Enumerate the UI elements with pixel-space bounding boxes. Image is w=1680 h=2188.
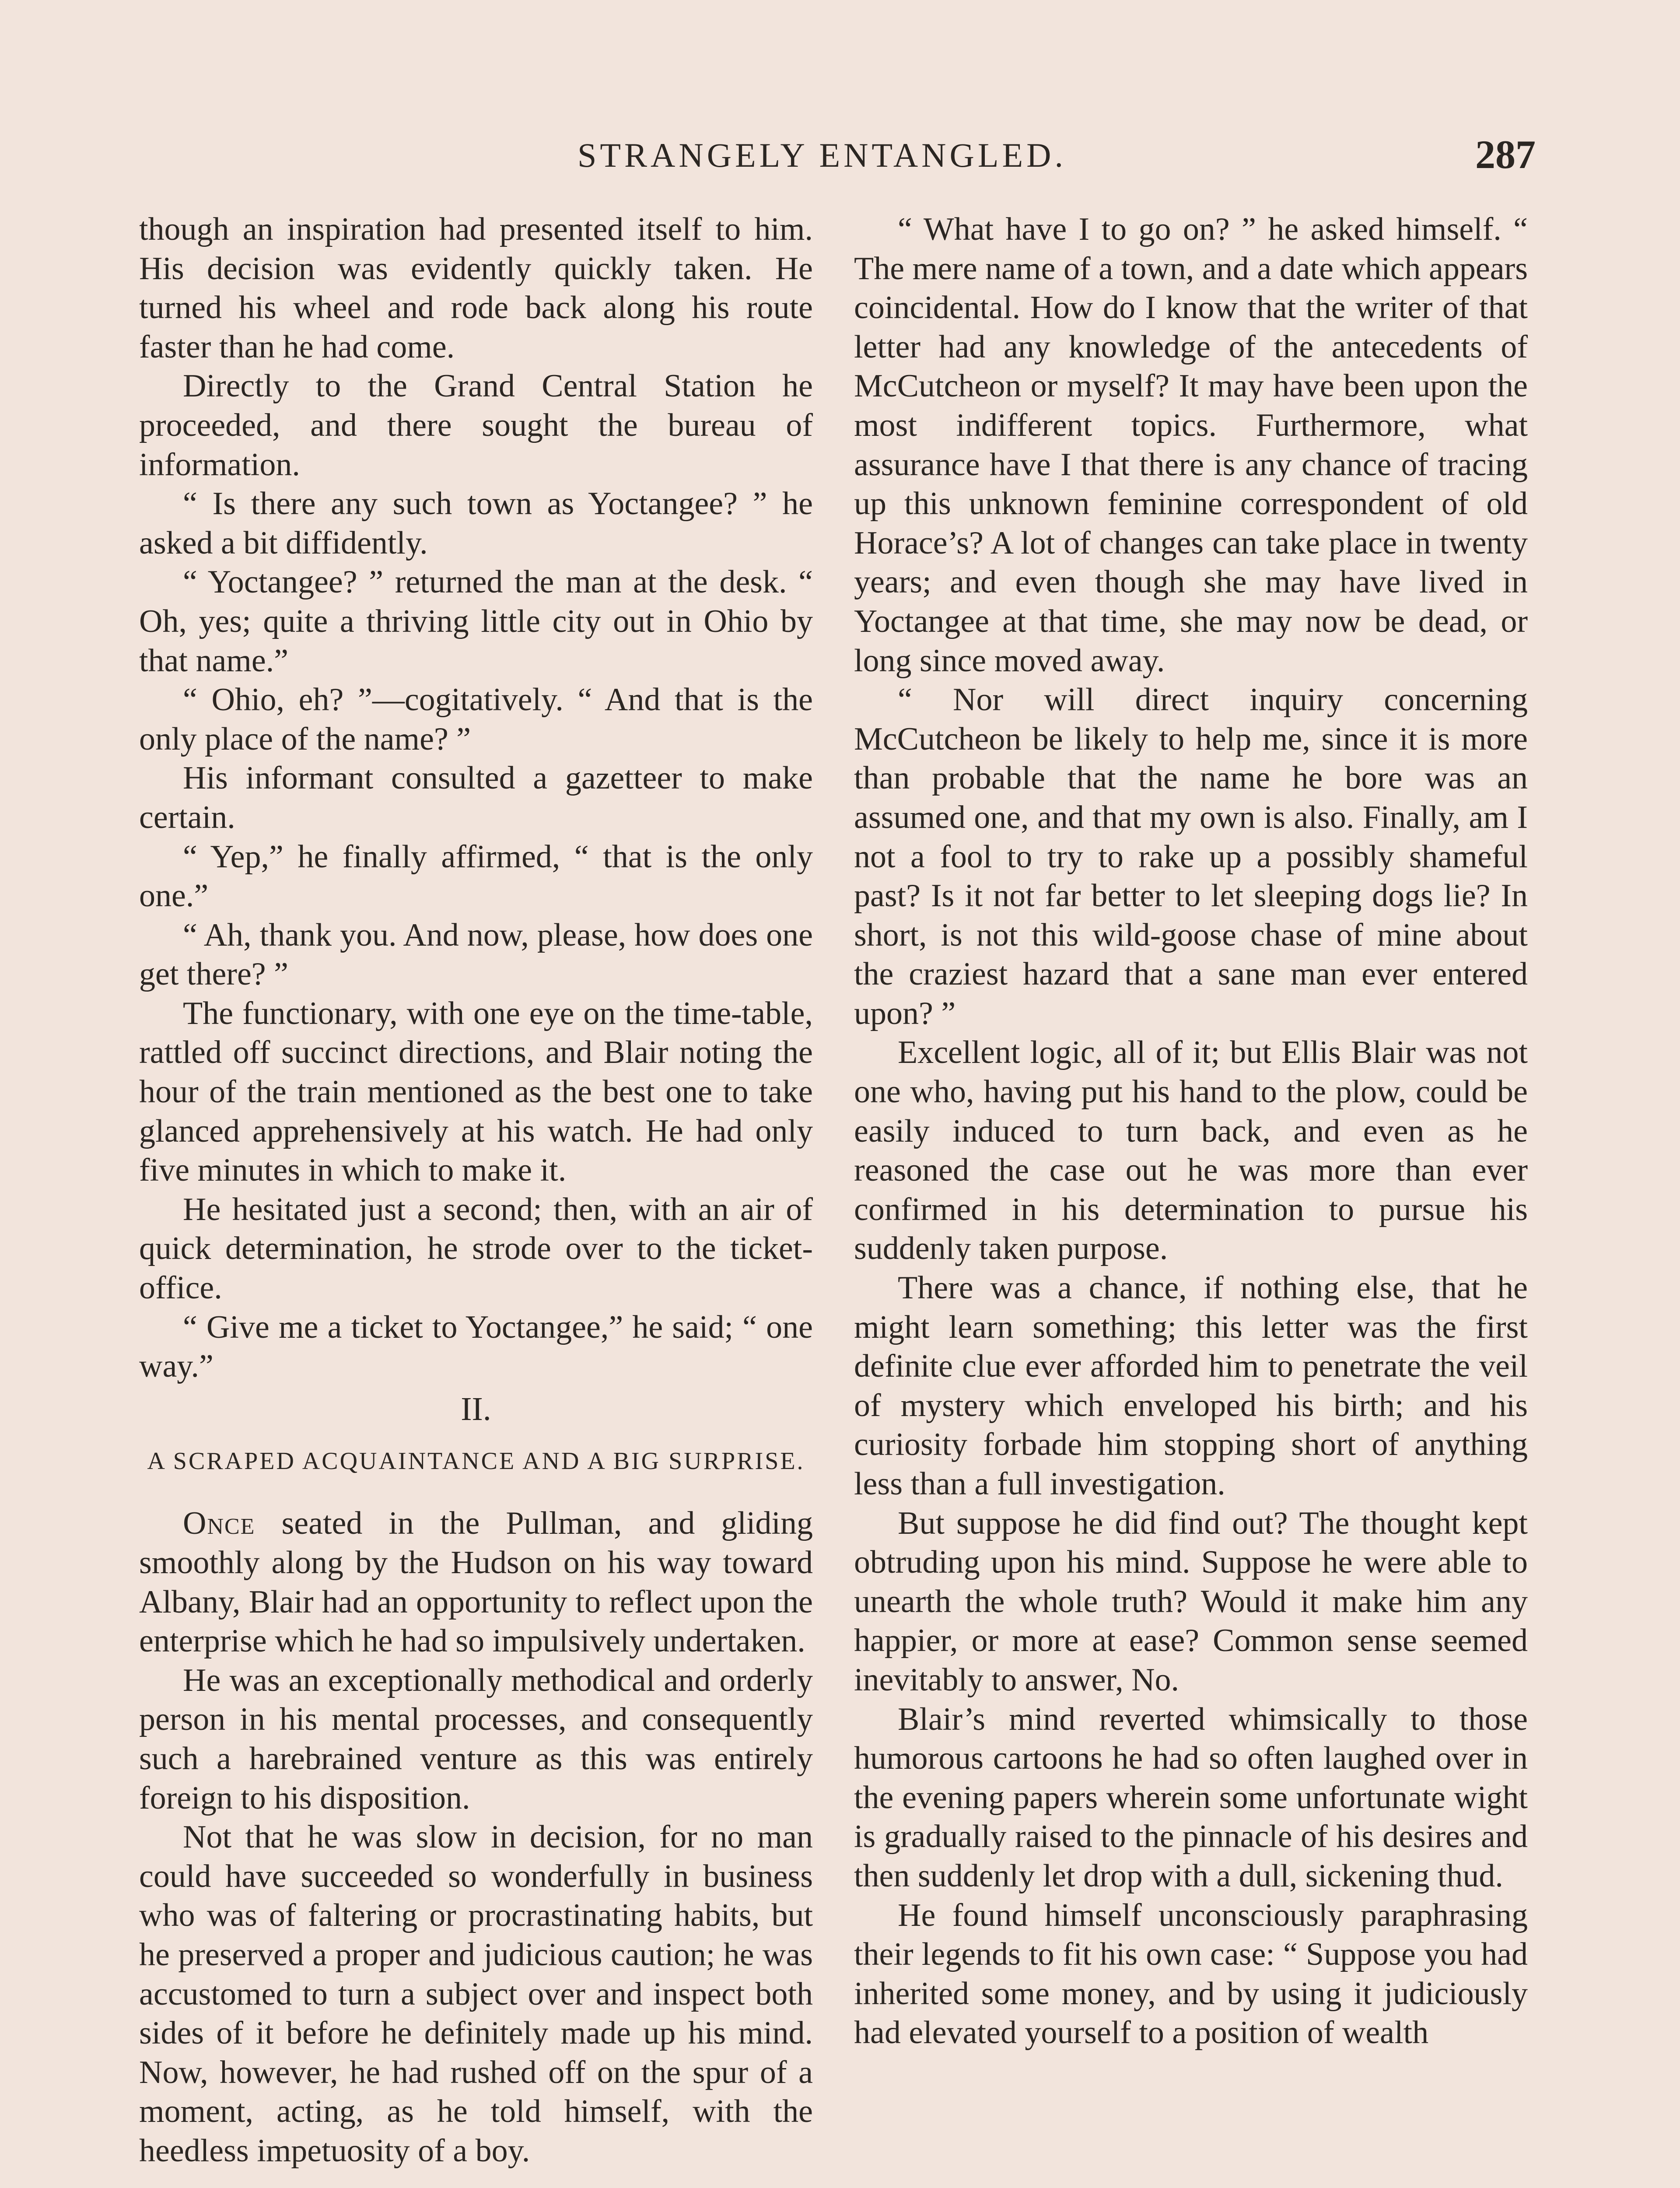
paragraph: His informant consulted a gazetteer to make certain. — [139, 760, 813, 835]
paragraph: though an inspiration had presented itself to him. His decision was evidently quickly taken. He turned his wheel and rode back along his route faster than he had come. — [139, 211, 813, 365]
paragraph: Directly to the Grand Central Station he proceeded, and there sought the bureau of information. — [139, 368, 813, 483]
paragraph: “ Yoctangee? ” returned the man at the desk. “ Oh, yes; quite a thriving little city out in Ohio by that name.” — [139, 564, 813, 679]
paragraph: He hesitated just a second; then, with an air of quick determination, he strode over to the ticket-office. — [139, 1191, 813, 1306]
paragraph: “ Give me a ticket to Yoctangee,” he said; “ one way.” — [139, 1309, 813, 1385]
left-column — [139, 210, 813, 2171]
paragraph: “ Yep,” he finally affirmed, “ that is the only one.” — [139, 838, 813, 914]
paragraph: “ Ohio, eh? ”—cogitatively. “ And that is the only place of the name? ” — [139, 682, 813, 757]
paragraph: “ Nor will direct inquiry concerning McCutcheon be likely to help me, since it is more than probable that the name he bore was an assumed one, and that my own is also. Finally, am I not a fool to try to rake up a possibly shameful past? Is it not far better to let sleeping dogs lie? In short, is not this wild-goose chase of mine about the craziest hazard that a sane man ever entered upon? ” — [854, 682, 1528, 1031]
paragraph — [139, 1504, 813, 1661]
paragraph: He found himself unconsciously paraphrasing their legends to fit his own case: “ Suppose you had inherited some money, and by using it judiciously had elevated yourself to a position of wealth — [854, 1897, 1528, 2051]
paragraph: Blair’s mind reverted whimsically to those humorous cartoons he had so often laughed over in the evening papers wherein some unfortunate wight is gradually raised to the pinnacle of his desires and then suddenly let drop with a dull, sickening thud. — [854, 1701, 1528, 1894]
running-head — [140, 131, 1536, 179]
paragraph: But suppose he did find out? The thought kept obtruding upon his mind. Suppose he were able to unearth the whole truth? Would it make him any happier, or more at ease? Common sense seemed inevitably to answer, No. — [854, 1505, 1528, 1698]
page-number: 287 — [1475, 132, 1536, 177]
paragraph: Not that he was slow in decision, for no man could have succeeded so wonderfully in business who was of faltering or procrastinating habits, but he preserved a proper and judicious caution; he was accustomed to turn a subject over and inspect both sides of it before he definitely made up his mind. Now, however, he had rushed off on the spur of a moment, acting, as he told himself, with the heedless impetuosity of a boy. — [139, 1819, 813, 2169]
paragraph-text: seated in the Pullman, and gliding smoothly along by the Hudson on his way toward Albany, Blair had an opportunity to reflect upon the enterprise which he had so impulsively undertaken. — [139, 1505, 813, 1659]
paragraph: “ Ah, thank you. And now, please, how does one get there? ” — [139, 917, 813, 992]
section-number: II. — [461, 1390, 491, 1427]
paragraph: The functionary, with one eye on the time-table, rattled off succinct directions, and Blair noting the hour of the train mentioned as the best one to take glanced apprehensively at his watch. He had only five minutes in which to make it. — [139, 995, 813, 1189]
paragraph: He was an exceptionally methodical and orderly person in his mental processes, and consequently such a harebrained venture as this was entirely foreign to his disposition. — [139, 1662, 813, 1816]
paragraph: Excellent logic, all of it; but Ellis Blair was not one who, having put his hand to the plow, could be easily induced to turn back, and even as he reasoned the case out he was more than ever confirmed in his determination to pursue his suddenly taken purpose. — [854, 1034, 1528, 1267]
section-title: A SCRAPED ACQUAINTANCE AND A BIG SURPRISE. — [147, 1448, 805, 1475]
paragraph-lead-word: Once — [183, 1505, 256, 1542]
paragraph: There was a chance, if nothing else, that he might learn something; this letter was the first definite clue ever afforded him to penetrate the veil of mystery which enveloped his birth; and his curiosity forbade him stopping short of anything less than a full investigation. — [854, 1270, 1528, 1502]
paragraph: “ Is there any such town as Yoctangee? ” he asked a bit diffidently. — [139, 486, 813, 561]
paragraph: “ What have I to go on? ” he asked himself. “ The mere name of a town, and a date which appears coincidental. How do I know that the writer of that letter had any knowledge of the antecedents of McCutcheon or myself? It may have been upon the most indifferent topics. Furthermore, what assurance have I that there is any chance of tracing up this unknown feminine correspondent of old Horace’s? A lot of changes can take place in twenty years; and even though she may have lived in Yoctangee at that time, she may now be dead, or long since moved away. — [854, 211, 1528, 679]
running-title: STRANGELY ENTANGLED. — [578, 136, 1067, 174]
right-column — [854, 210, 1528, 2053]
